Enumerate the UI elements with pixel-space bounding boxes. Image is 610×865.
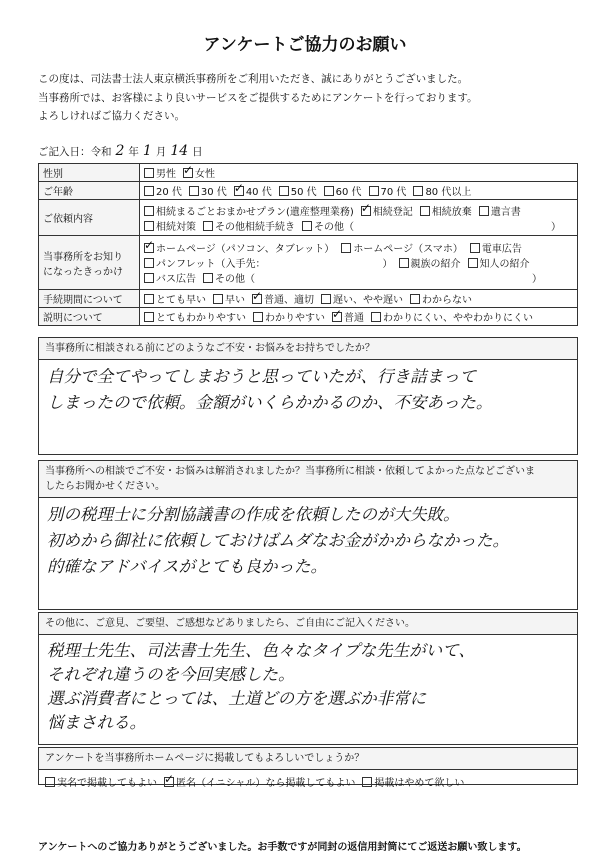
checkbox-icon[interactable] [479, 206, 489, 216]
checked-box-icon[interactable] [144, 243, 154, 253]
option-label: ホームページ（スマホ） [353, 244, 463, 255]
checkbox-icon[interactable] [341, 243, 351, 253]
checkbox-icon[interactable] [213, 294, 223, 304]
checkbox-icon[interactable] [410, 294, 420, 304]
pamphlet-paren-close: ） [382, 259, 393, 270]
checked-box-icon[interactable] [164, 777, 174, 787]
checkbox-option[interactable] [410, 291, 472, 306]
explain-options [140, 308, 578, 326]
checkbox-icon[interactable] [144, 258, 154, 268]
option-label: 掲載はやめて欲しい [374, 778, 465, 789]
checkbox-option[interactable] [144, 255, 266, 270]
intro-line: よろしければご協力ください。 [38, 110, 185, 122]
source-label-line-1: 当事務所をお知り [43, 251, 123, 263]
option-label: わからない [422, 295, 472, 306]
question-2 [39, 461, 577, 498]
checkbox-option[interactable] [144, 291, 206, 306]
publish-section [38, 747, 578, 789]
source-line-2-options [399, 259, 537, 270]
checkbox-icon[interactable] [144, 312, 154, 322]
source-line-3-options [144, 274, 262, 285]
footer-text: アンケートへのご協力ありがとうございました。お手数ですが同封の返信用封筒にてご返送お願い致します。 [38, 842, 527, 853]
date-month[interactable]: 1 [142, 143, 152, 159]
option-label: 早い [225, 295, 245, 306]
checkbox-icon[interactable] [253, 312, 263, 322]
checkbox-option[interactable] [144, 309, 246, 324]
checkbox-option[interactable] [253, 309, 325, 324]
option-label: 70 代 [380, 187, 407, 198]
checkbox-icon[interactable] [45, 777, 55, 787]
request-paren-close: ） [551, 221, 561, 233]
option-label: 遅い、やや遅い [333, 295, 403, 306]
date-label: ご記入日：令和 [38, 146, 112, 158]
checked-box-icon[interactable] [332, 312, 342, 322]
option-label: 普通 [344, 313, 364, 324]
option-label: 30 代 [200, 187, 227, 198]
answer-3-line: 選ぶ消費者にとっては、土道どの方を選ぶか非常に [47, 689, 427, 708]
checkbox-option[interactable] [144, 270, 196, 285]
answer-2-line: 的確なアドバイスがとても良かった。 [47, 557, 328, 576]
option-label: 60 代 [335, 187, 362, 198]
option-label: 相続まるごとおまかせプラン(遺産整理業務) [156, 206, 354, 218]
option-label: とても早い [156, 295, 206, 306]
option-label: パンフレット（入手先： [156, 259, 266, 270]
checkbox-icon[interactable] [144, 294, 154, 304]
checkbox-option[interactable] [361, 203, 413, 218]
checkbox-option[interactable] [324, 183, 362, 198]
option-label: わかりやすい [265, 313, 325, 324]
source-line-3 [144, 270, 573, 285]
checkbox-icon[interactable] [302, 221, 312, 231]
option-label: 50 代 [290, 187, 317, 198]
option-label: その他（ [215, 274, 255, 285]
answer-2-line: 初めから御社に依頼しておけばムダなお金がかからなかった。 [47, 531, 509, 550]
checkbox-option[interactable] [164, 774, 355, 789]
question-2-line-1: 当事務所への相談でご不安・お悩みは解消されましたか？当事務所に相談・依頼してよかった点などございま [45, 466, 535, 477]
checkbox-option[interactable] [362, 774, 464, 789]
checkbox-icon[interactable] [470, 243, 480, 253]
checkbox-icon[interactable] [399, 258, 409, 268]
gender-label: 性別 [39, 164, 140, 182]
option-label: 女性 [195, 169, 215, 180]
checkbox-option[interactable] [371, 309, 533, 324]
checkbox-option[interactable] [420, 203, 472, 218]
option-label: 相続対策 [156, 221, 196, 233]
pamphlet-option [144, 259, 273, 270]
option-label: 電車広告 [481, 244, 522, 255]
option-label: 普通、適切 [264, 295, 314, 306]
checkbox-option[interactable] [399, 255, 461, 270]
question-1-section [38, 337, 578, 455]
checked-box-icon[interactable] [183, 168, 193, 178]
answer-3-line: 税理士先生、司法書士先生、色々なタイプな先生がいて、 [47, 641, 475, 660]
intro-line: 当事務所では、お客様により良いサービスをご提供するためにアンケートを行っております。 [38, 91, 478, 104]
request-line-1 [144, 203, 573, 218]
option-label: 実名で掲載してもよい [57, 778, 157, 789]
option-label: 80 代以上 [425, 187, 472, 198]
answer-1-line: しまったので依頼。金額がいくらかかるのか、不安あった。 [47, 393, 493, 412]
source-options [140, 236, 578, 290]
option-label: 匿名（イニシャル）なら掲載してもよい [176, 778, 356, 789]
option-label: その他（ [314, 221, 354, 233]
checkbox-icon[interactable] [203, 221, 213, 231]
month-unit: 月 [155, 146, 167, 158]
checked-box-icon[interactable] [361, 206, 371, 216]
checkbox-icon[interactable] [420, 206, 430, 216]
checked-box-icon[interactable] [252, 294, 262, 304]
date-year[interactable]: 2 [115, 143, 125, 159]
option-label: 親族の紹介 [410, 259, 461, 270]
checkbox-option[interactable] [470, 240, 522, 255]
option-label: ホームページ（パソコン、タブレット） [156, 244, 335, 255]
profile-table [38, 163, 578, 326]
question-1: 当事務所に相談される前にどのようなご不安・お悩みをお持ちでしたか？ [39, 338, 577, 360]
option-label: 20 代 [156, 187, 182, 198]
answer-3-line: それぞれ違うのを今回実感した。 [47, 665, 295, 684]
request-label: ご依頼内容 [39, 200, 140, 236]
checkbox-option[interactable] [468, 255, 530, 270]
checkbox-icon[interactable] [144, 168, 154, 178]
intro-line: この度は、司法書士法人東京横浜事務所をご利用いただき、誠にありがとうございました。 [38, 73, 469, 85]
page-title: アンケートご協力のお願い [203, 35, 407, 55]
answer-3[interactable] [39, 635, 577, 739]
checkbox-option[interactable] [252, 291, 314, 306]
checkbox-option[interactable] [234, 183, 272, 198]
age-options [140, 182, 578, 200]
publish-question: アンケートを当事務所ホームページに掲載してもよろしいでしょうか？ [39, 748, 577, 770]
source-line-2 [144, 255, 573, 270]
source-label [39, 236, 140, 290]
checkbox-option[interactable] [341, 240, 463, 255]
period-options [140, 290, 578, 308]
checkbox-icon[interactable] [362, 777, 372, 787]
checkbox-icon[interactable] [468, 258, 478, 268]
option-label: 男性 [156, 169, 176, 180]
checkbox-option[interactable] [183, 165, 215, 180]
checkbox-icon[interactable] [144, 186, 154, 196]
checkbox-icon[interactable] [203, 273, 213, 283]
question-2-line-2: したらお聞かせください。 [45, 481, 165, 492]
checkbox-icon[interactable] [324, 186, 334, 196]
option-label: 相続登記 [372, 206, 413, 218]
option-label: バス広告 [156, 274, 196, 285]
checkbox-option[interactable] [45, 774, 157, 789]
checkbox-icon[interactable] [279, 186, 289, 196]
answer-2[interactable] [39, 498, 577, 584]
checkbox-icon[interactable] [413, 186, 423, 196]
checkbox-option[interactable] [189, 183, 227, 198]
source-label-line-2: になったきっかけ [43, 266, 123, 278]
checkbox-option[interactable] [413, 183, 471, 198]
checkbox-option[interactable] [479, 203, 521, 218]
date-day[interactable]: 14 [170, 143, 189, 159]
question-2-section [38, 460, 578, 610]
answer-1-line: 自分で全てやってしまおうと思っていたが、行き詰まって [47, 367, 476, 386]
request-line-2 [144, 218, 573, 233]
checkbox-icon[interactable] [189, 186, 199, 196]
checkbox-icon[interactable] [144, 273, 154, 283]
period-label: 手続期間について [39, 290, 140, 308]
checkbox-option[interactable] [203, 218, 295, 233]
checkbox-option[interactable] [203, 270, 255, 285]
option-label: とてもわかりやすい [156, 313, 246, 324]
option-label: 相続放棄 [431, 206, 472, 218]
checkbox-icon[interactable] [144, 221, 154, 231]
intro-text [38, 70, 578, 126]
option-label: 40 代 [245, 187, 272, 198]
source-paren-close: ） [532, 274, 542, 285]
explain-label: 説明について [39, 308, 140, 326]
publish-options [39, 770, 577, 793]
option-label: 知人の紹介 [479, 259, 530, 270]
checkbox-icon[interactable] [371, 312, 381, 322]
checkbox-option[interactable] [321, 291, 403, 306]
year-unit: 年 [128, 146, 139, 158]
request-options [140, 200, 578, 236]
checkbox-option[interactable] [144, 218, 196, 233]
checkbox-icon[interactable] [369, 186, 379, 196]
source-line-1 [144, 240, 573, 255]
option-label: 遺言書 [490, 206, 521, 218]
option-label: その他相続手続き [215, 221, 295, 233]
checkbox-option[interactable] [213, 291, 245, 306]
answer-2-line: 別の税理士に分割協議書の作成を依頼したのが大失敗。 [47, 505, 460, 524]
checkbox-option[interactable] [279, 183, 317, 198]
question-3-section [38, 612, 578, 745]
checkbox-icon[interactable] [144, 206, 154, 216]
checkbox-option[interactable] [302, 218, 354, 233]
answer-1[interactable] [39, 360, 577, 420]
answer-3-line: 悩まされる。 [47, 713, 146, 732]
question-3: その他に、ご意見、ご要望、ご感想などありましたら、ご自由にご記入ください。 [39, 613, 577, 635]
checkbox-option[interactable] [369, 183, 407, 198]
gender-options [140, 164, 578, 182]
date-line [38, 143, 203, 159]
checkbox-option[interactable] [144, 165, 176, 180]
checkbox-option[interactable] [144, 183, 182, 198]
checkbox-option[interactable] [144, 203, 354, 218]
option-label: わかりにくい、ややわかりにくい [383, 313, 533, 324]
checkbox-option[interactable] [144, 240, 334, 255]
day-unit: 日 [192, 146, 203, 158]
request-line-2-options [144, 222, 361, 233]
checkbox-option[interactable] [332, 309, 364, 324]
checkbox-icon[interactable] [321, 294, 331, 304]
age-label: ご年齢 [39, 182, 140, 200]
checked-box-icon[interactable] [234, 186, 244, 196]
